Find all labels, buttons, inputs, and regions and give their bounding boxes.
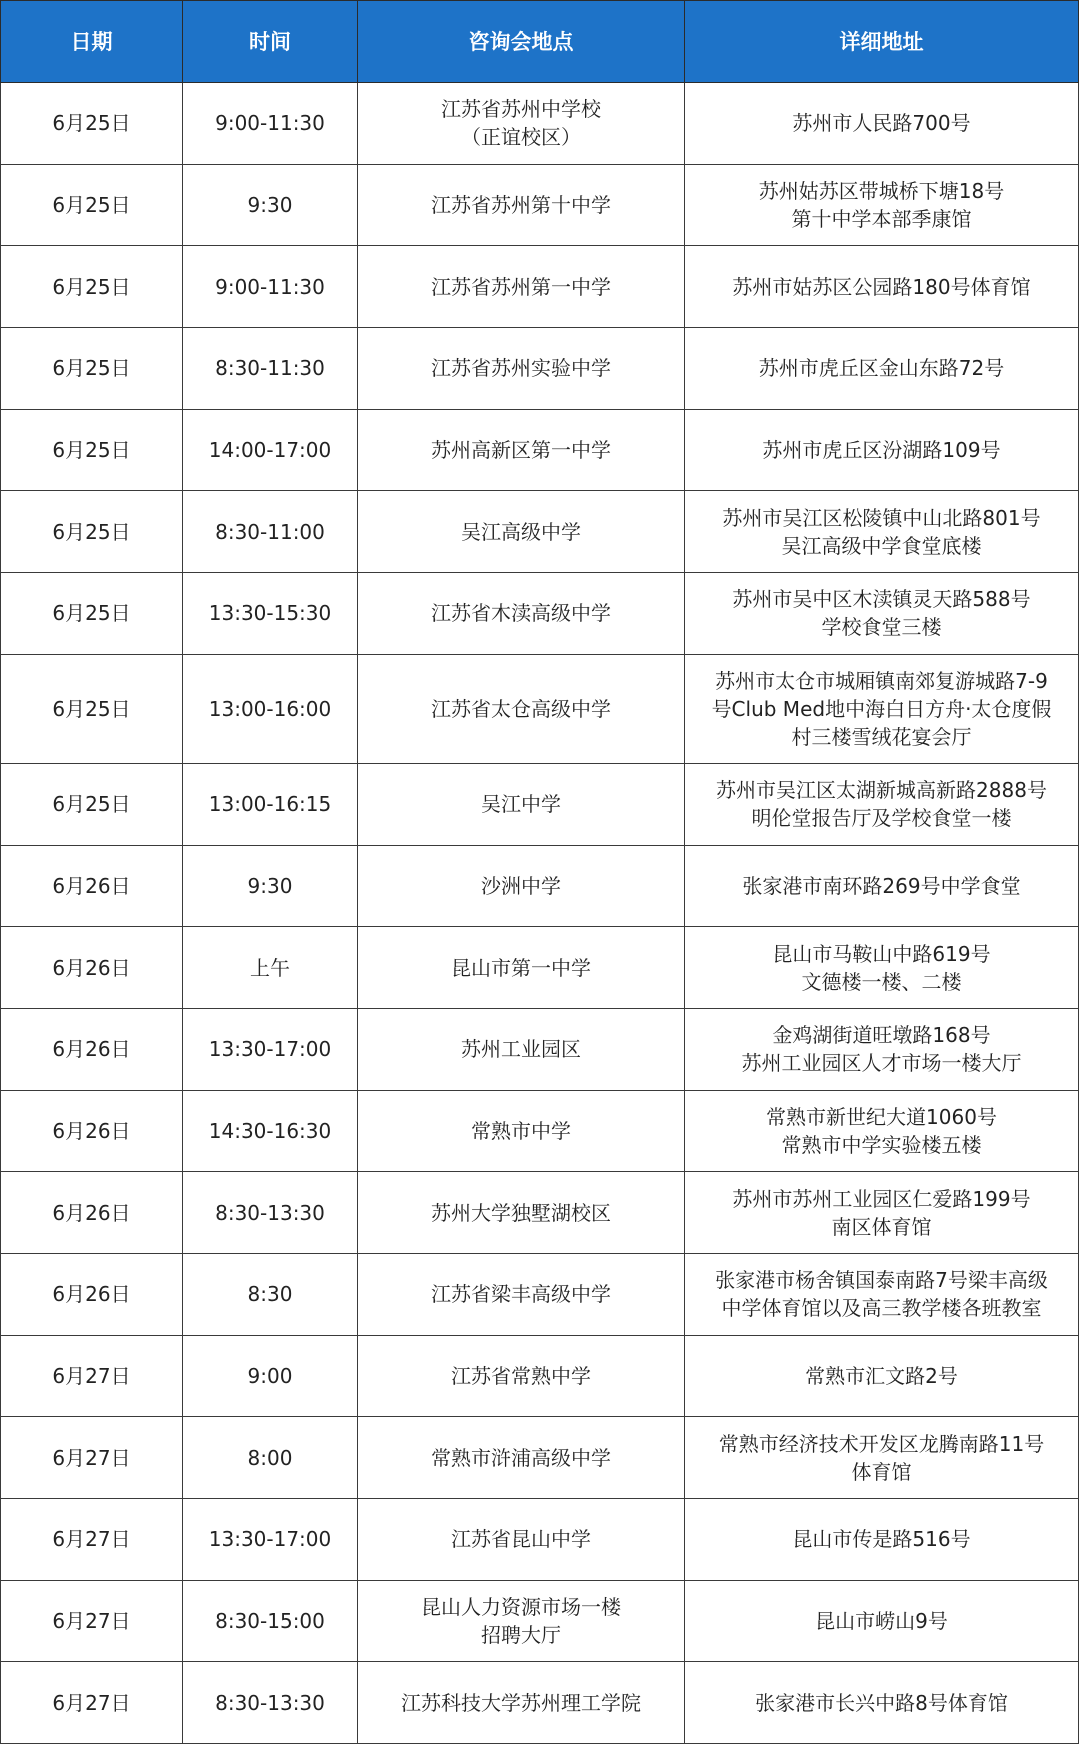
address-cell-line: 体育馆 bbox=[851, 1459, 912, 1484]
table-row bbox=[1, 328, 1079, 410]
address-cell bbox=[685, 409, 1079, 491]
address-cell-line: 苏州市吴江区太湖新城高新路2888号 bbox=[716, 778, 1047, 803]
venue-cell-line: 常熟市中学 bbox=[471, 1118, 571, 1143]
address-cell bbox=[685, 491, 1079, 573]
address-cell bbox=[685, 1335, 1079, 1417]
date-cell: 6月25日 bbox=[1, 654, 183, 763]
venue-cell bbox=[358, 845, 685, 927]
venue-cell bbox=[358, 1499, 685, 1581]
address-cell-line: 苏州市太仓市城厢镇南郊复游城路7-9 bbox=[715, 668, 1048, 693]
venue-cell bbox=[358, 927, 685, 1009]
date-cell: 6月26日 bbox=[1, 1090, 183, 1172]
date-cell: 6月27日 bbox=[1, 1580, 183, 1662]
venue-cell bbox=[358, 328, 685, 410]
address-cell bbox=[685, 328, 1079, 410]
address-cell-line: 村三楼雪绒花宴会厅 bbox=[791, 724, 972, 749]
time-cell: 13:30-15:30 bbox=[183, 573, 358, 655]
venue-cell-line: 江苏省常熟中学 bbox=[451, 1363, 591, 1388]
venue-cell-line: 江苏省苏州实验中学 bbox=[431, 356, 611, 381]
table-row bbox=[1, 573, 1079, 655]
table-row bbox=[1, 845, 1079, 927]
venue-cell bbox=[358, 491, 685, 573]
address-cell-line: 昆山市崂山9号 bbox=[815, 1609, 948, 1634]
address-cell bbox=[685, 164, 1079, 246]
venue-cell-line: 江苏省苏州第一中学 bbox=[431, 274, 611, 299]
time-cell: 8:30-11:00 bbox=[183, 491, 358, 573]
date-cell: 6月27日 bbox=[1, 1335, 183, 1417]
time-cell: 13:30-17:00 bbox=[183, 1008, 358, 1090]
date-cell: 6月25日 bbox=[1, 246, 183, 328]
venue-cell-line: 苏州高新区第一中学 bbox=[431, 438, 611, 463]
address-cell bbox=[685, 246, 1079, 328]
time-cell: 8:30-15:00 bbox=[183, 1580, 358, 1662]
venue-cell bbox=[358, 164, 685, 246]
table-row bbox=[1, 1008, 1079, 1090]
table-row bbox=[1, 1172, 1079, 1254]
venue-cell-line: 江苏省梁丰高级中学 bbox=[431, 1282, 611, 1307]
time-cell: 上午 bbox=[183, 927, 358, 1009]
address-cell bbox=[685, 763, 1079, 845]
address-cell-line: 金鸡湖街道旺墩路168号 bbox=[772, 1023, 991, 1048]
address-cell-line: 中学体育馆以及高三教学楼各班教室 bbox=[721, 1296, 1042, 1321]
venue-cell bbox=[358, 1417, 685, 1499]
date-cell: 6月27日 bbox=[1, 1662, 183, 1744]
address-cell bbox=[685, 845, 1079, 927]
address-cell-line: 苏州市姑苏区公园路180号体育馆 bbox=[732, 274, 1031, 299]
table-row bbox=[1, 654, 1079, 763]
table-row bbox=[1, 164, 1079, 246]
date-cell: 6月27日 bbox=[1, 1499, 183, 1581]
address-cell bbox=[685, 1172, 1079, 1254]
table-row bbox=[1, 83, 1079, 165]
time-cell: 8:00 bbox=[183, 1417, 358, 1499]
time-cell: 13:00-16:00 bbox=[183, 654, 358, 763]
address-cell-line: 苏州市吴江区松陵镇中山北路801号 bbox=[722, 505, 1041, 530]
date-cell: 6月25日 bbox=[1, 573, 183, 655]
table-row bbox=[1, 1662, 1079, 1744]
venue-cell bbox=[358, 1008, 685, 1090]
time-cell: 9:30 bbox=[183, 845, 358, 927]
venue-cell bbox=[358, 1580, 685, 1662]
address-cell bbox=[685, 654, 1079, 763]
venue-cell bbox=[358, 1253, 685, 1335]
date-cell: 6月26日 bbox=[1, 1253, 183, 1335]
table-header bbox=[1, 1, 1079, 83]
venue-cell-line: 江苏省苏州中学校 bbox=[441, 97, 601, 122]
venue-cell bbox=[358, 83, 685, 165]
venue-cell-line: 苏州大学独墅湖校区 bbox=[431, 1200, 611, 1225]
venue-cell-line: 江苏省太仓高级中学 bbox=[431, 696, 611, 721]
venue-cell-line: 苏州工业园区 bbox=[461, 1037, 581, 1062]
address-cell-line: 文德楼一楼、二楼 bbox=[801, 969, 962, 994]
venue-cell bbox=[358, 409, 685, 491]
address-cell-line: 张家港市长兴中路8号体育馆 bbox=[755, 1690, 1008, 1715]
venue-cell bbox=[358, 573, 685, 655]
address-cell bbox=[685, 1499, 1079, 1581]
header-row bbox=[1, 1, 1079, 83]
table-body bbox=[1, 83, 1079, 1744]
address-cell-line: 常熟市新世纪大道1060号 bbox=[766, 1104, 997, 1129]
venue-cell bbox=[358, 654, 685, 763]
venue-cell-line: 吴江高级中学 bbox=[461, 519, 581, 544]
table-row bbox=[1, 763, 1079, 845]
date-cell: 6月26日 bbox=[1, 1172, 183, 1254]
address-cell bbox=[685, 927, 1079, 1009]
venue-cell bbox=[358, 763, 685, 845]
venue-cell-line: （正谊校区） bbox=[461, 125, 581, 150]
venue-cell-line: 江苏省木渎高级中学 bbox=[431, 601, 611, 626]
time-cell: 14:00-17:00 bbox=[183, 409, 358, 491]
table-row bbox=[1, 491, 1079, 573]
address-cell-line: 昆山市传是路516号 bbox=[792, 1527, 971, 1552]
venue-cell bbox=[358, 246, 685, 328]
venue-cell bbox=[358, 1172, 685, 1254]
date-cell: 6月25日 bbox=[1, 409, 183, 491]
header-address: 详细地址 bbox=[685, 1, 1079, 83]
address-cell-line: 吴江高级中学食堂底楼 bbox=[781, 533, 982, 558]
date-cell: 6月26日 bbox=[1, 927, 183, 1009]
address-cell-line: 苏州市苏州工业园区仁爱路199号 bbox=[732, 1186, 1031, 1211]
table-row bbox=[1, 246, 1079, 328]
venue-cell-line: 招聘大厅 bbox=[481, 1623, 561, 1648]
date-cell: 6月26日 bbox=[1, 845, 183, 927]
address-cell-line: 苏州姑苏区带城桥下塘18号 bbox=[758, 179, 1005, 204]
header-venue: 咨询会地点 bbox=[358, 1, 685, 83]
venue-cell-line: 江苏省昆山中学 bbox=[451, 1527, 591, 1552]
address-cell bbox=[685, 83, 1079, 165]
table-row bbox=[1, 1580, 1079, 1662]
time-cell: 8:30-13:30 bbox=[183, 1172, 358, 1254]
venue-cell bbox=[358, 1662, 685, 1744]
time-cell: 13:30-17:00 bbox=[183, 1499, 358, 1581]
address-cell-line: 号Club Med地中海白日方舟·太仓度假 bbox=[711, 696, 1052, 721]
date-cell: 6月25日 bbox=[1, 83, 183, 165]
address-cell-line: 明伦堂报告厅及学校食堂一楼 bbox=[751, 806, 1012, 831]
address-cell-line: 常熟市汇文路2号 bbox=[805, 1363, 958, 1388]
address-cell-line: 南区体育馆 bbox=[831, 1214, 932, 1239]
venue-cell-line: 吴江中学 bbox=[481, 792, 561, 817]
address-cell-line: 苏州市虎丘区汾湖路109号 bbox=[762, 438, 1001, 463]
date-cell: 6月27日 bbox=[1, 1417, 183, 1499]
time-cell: 9:30 bbox=[183, 164, 358, 246]
address-cell bbox=[685, 1090, 1079, 1172]
table-row bbox=[1, 1335, 1079, 1417]
venue-cell-line: 常熟市浒浦高级中学 bbox=[431, 1445, 611, 1470]
address-cell bbox=[685, 1580, 1079, 1662]
address-cell-line: 苏州市虎丘区金山东路72号 bbox=[758, 356, 1005, 381]
header-time: 时间 bbox=[183, 1, 358, 83]
venue-cell-line: 沙洲中学 bbox=[481, 873, 561, 898]
venue-cell bbox=[358, 1335, 685, 1417]
address-cell-line: 张家港市南环路269号中学食堂 bbox=[742, 873, 1021, 898]
address-cell bbox=[685, 1662, 1079, 1744]
address-cell-line: 苏州市人民路700号 bbox=[792, 111, 971, 136]
header-date: 日期 bbox=[1, 1, 183, 83]
venue-cell-line: 昆山人力资源市场一楼 bbox=[421, 1595, 621, 1620]
address-cell bbox=[685, 1417, 1079, 1499]
table-row bbox=[1, 1253, 1079, 1335]
time-cell: 13:00-16:15 bbox=[183, 763, 358, 845]
time-cell: 9:00-11:30 bbox=[183, 83, 358, 165]
address-cell-line: 常熟市中学实验楼五楼 bbox=[781, 1132, 982, 1157]
address-cell-line: 第十中学本部季康馆 bbox=[791, 207, 972, 232]
venue-cell bbox=[358, 1090, 685, 1172]
address-cell bbox=[685, 1253, 1079, 1335]
venue-cell-line: 昆山市第一中学 bbox=[451, 955, 591, 980]
date-cell: 6月25日 bbox=[1, 763, 183, 845]
address-cell bbox=[685, 1008, 1079, 1090]
venue-cell-line: 江苏科技大学苏州理工学院 bbox=[401, 1690, 641, 1715]
table-row bbox=[1, 409, 1079, 491]
time-cell: 8:30 bbox=[183, 1253, 358, 1335]
table-row bbox=[1, 1417, 1079, 1499]
address-cell-line: 昆山市马鞍山中路619号 bbox=[772, 941, 991, 966]
venue-cell-line: 江苏省苏州第十中学 bbox=[431, 193, 611, 218]
date-cell: 6月26日 bbox=[1, 1008, 183, 1090]
date-cell: 6月25日 bbox=[1, 491, 183, 573]
time-cell: 8:30-13:30 bbox=[183, 1662, 358, 1744]
date-cell: 6月25日 bbox=[1, 328, 183, 410]
address-cell bbox=[685, 573, 1079, 655]
time-cell: 9:00-11:30 bbox=[183, 246, 358, 328]
time-cell: 9:00 bbox=[183, 1335, 358, 1417]
address-cell-line: 苏州市吴中区木渎镇灵天路588号 bbox=[732, 587, 1031, 612]
address-cell-line: 苏州工业园区人才市场一楼大厅 bbox=[741, 1051, 1022, 1076]
date-cell: 6月25日 bbox=[1, 164, 183, 246]
table-row bbox=[1, 1499, 1079, 1581]
table-row bbox=[1, 927, 1079, 1009]
time-cell: 14:30-16:30 bbox=[183, 1090, 358, 1172]
address-cell-line: 学校食堂三楼 bbox=[821, 615, 942, 640]
table-row bbox=[1, 1090, 1079, 1172]
address-cell-line: 常熟市经济技术开发区龙腾南路11号 bbox=[718, 1431, 1045, 1456]
address-cell-line: 张家港市杨舍镇国泰南路7号梁丰高级 bbox=[715, 1268, 1048, 1293]
time-cell: 8:30-11:30 bbox=[183, 328, 358, 410]
